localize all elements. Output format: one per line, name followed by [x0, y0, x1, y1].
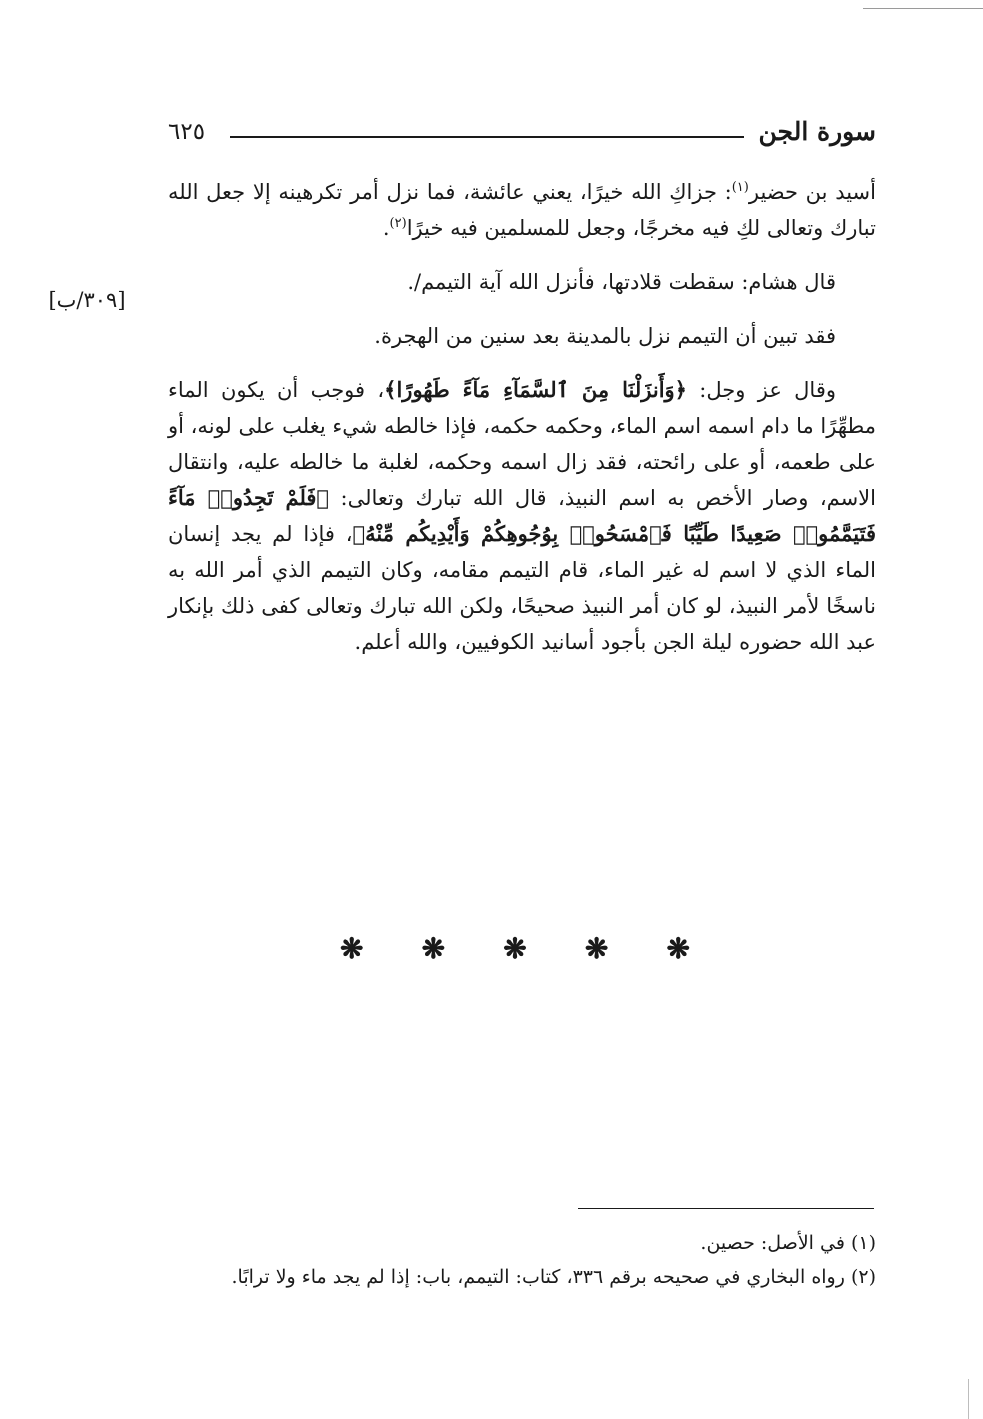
separator-star: ❋ — [584, 932, 609, 965]
separator-star: ❋ — [340, 932, 364, 965]
footnote-ref-1: (١) — [731, 180, 749, 195]
manuscript-folio-note: [٣٠٩/ب] — [48, 288, 126, 312]
main-text — [168, 174, 876, 678]
page-number: ٦٢٥ — [168, 119, 206, 145]
footnote-ref-2: (٢) — [389, 216, 407, 231]
section-separator — [340, 932, 690, 965]
header-rule — [230, 136, 744, 138]
footnote-rule — [578, 1208, 874, 1209]
footnote-1: (١) في الأصل: حصين. — [700, 1232, 876, 1254]
paragraph-1 — [168, 174, 876, 246]
paragraph-4-part-c: ، فإذا لم يجد إنسان الماء الذي لا اسم له غير الماء، قام التيمم مقامه، وكان التيمم الذي أمر الله به ناسخًا لأمر النبيذ، لو كان أمر النبيذ صحيحًا، ولكن الله تبارك وتعالى كفى ذلك بإنكار عبد الله حضوره ليلة الجن بأجود أسانيد الكوفيين، والله أعلم. — [168, 522, 876, 654]
paragraph-3: فقد تبين أن التيمم نزل بالمدينة بعد سنين من الهجرة. — [374, 324, 836, 348]
separator-star: ❋ — [421, 932, 446, 965]
paragraph-4-part-b: ، فوجب أن يكون الماء مطهِّرًا ما دام اسمه اسم الماء، وحكمه حكمه، فإذا خالطه شيء يغلب على لونه، أو على طعمه، أو على رائحته، فقد زال اسمه وحكمه، لغلبة ما خالطه عليه، وانتقال الاسم، وصار الأخص به اسم النبيذ، قال الله تبارك وتعالى: — [168, 378, 876, 510]
footnote-2: (٢) رواه البخاري في صحيحه برقم ٣٣٦، كتاب: التيمم، باب: إذا لم يجد ماء ولا ترابًا. — [231, 1266, 876, 1288]
sura-title: سورة الجن — [758, 117, 876, 146]
footnotes — [150, 1226, 876, 1294]
paragraph-2: قال هشام: سقطت قلادتها، فأنزل الله آية التيمم/. — [407, 270, 836, 294]
running-header — [168, 112, 876, 152]
paragraph-1-part-b: : جزاكِ الله خيرًا، يعني عائشة، فما نزل أمر تكرهينه إلا جعل الله تبارك وتعالى لكِ فيه مخرجًا، وجعل للمسلمين فيه خيرًا — [168, 180, 876, 240]
paragraph-1-part-a: أسيد بن حضير — [748, 180, 876, 204]
quran-verse-2: ﴿فَلَمْ تَجِدُوا۟ مَآءً فَتَيَمَّمُوا۟ صَعِيدًا طَيِّبًا فَٱمْسَحُوا۟ بِوُجُوهِكُمْ وَأَيْدِيكُم مِّنْهُ﴾ — [168, 485, 876, 546]
scan-edge-mark — [968, 1379, 969, 1419]
quran-verse-1: ﴿وَأَنزَلْنَا مِنَ ٱلسَّمَآءِ مَآءً طَهُورًا﴾ — [384, 377, 687, 402]
scan-edge-line — [863, 8, 983, 9]
paragraph-1-part-c: . — [382, 216, 390, 240]
paragraph-4-part-a: وقال عز وجل: — [686, 378, 836, 402]
separator-star: ❋ — [503, 932, 527, 965]
separator-star: ❋ — [666, 932, 690, 965]
paragraph-4 — [168, 372, 876, 660]
